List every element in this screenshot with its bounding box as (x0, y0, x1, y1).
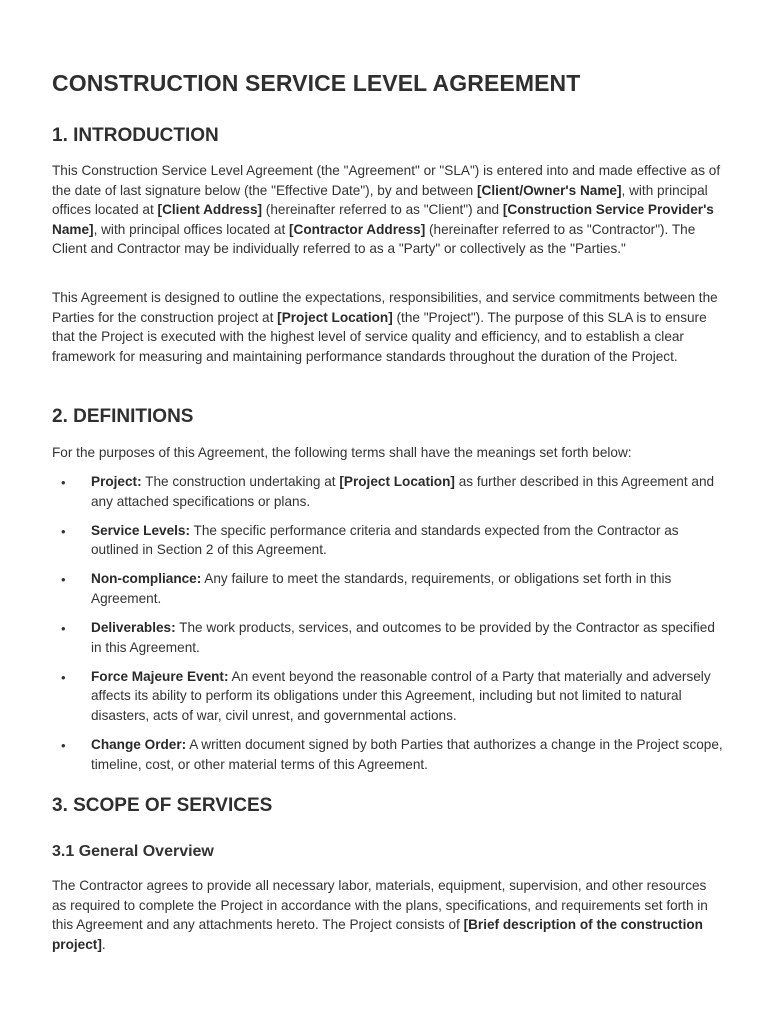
placeholder-provider-name: [Construction Service Provider's Name] (52, 202, 714, 237)
definitions-list (52, 472, 724, 784)
list-item (52, 667, 724, 726)
text-run: (the "Project"). The purpose of this SLA is to ensure that the Project is executed with the highest level of service quality and efficiency, and to establish a clear framework for measuring and maintaining performance standards throughout the duration of the Project. (52, 309, 707, 364)
text-run: (hereinafter referred to as "Client") and (262, 202, 503, 218)
bullet-icon: • (61, 523, 66, 539)
text-run: This Agreement is designed to outline the expectations, responsibilities, and service commitments between the Parties for the construction project at (52, 290, 718, 325)
list-item (52, 569, 724, 608)
text-run: Any failure to meet the standards, requirements, or obligations set forth in this Agreement. (91, 571, 672, 606)
list-item (52, 618, 724, 657)
list-item (52, 472, 724, 511)
bullet-icon: • (61, 621, 66, 637)
introduction-paragraph-2 (52, 288, 724, 366)
subsection-heading-general-overview: 3.1 General Overview (52, 843, 214, 860)
text-run: (hereinafter referred to as "Contractor"). The Client and Contractor may be individually referred to as a "Party" or collectively as the "Parties." (52, 221, 696, 257)
placeholder-project-location: [Project Location] (339, 474, 455, 489)
section-heading-scope-of-services: 3. SCOPE OF SERVICES (52, 795, 273, 816)
introduction-paragraph-1 (52, 161, 724, 259)
definition-term: Non-compliance: (91, 571, 202, 587)
list-item (52, 521, 724, 560)
text-run: A written document signed by both Parties that authorizes a change in the Project scope, timeline, cost, or other material terms of this Agreement. (91, 737, 723, 772)
text-run: An event beyond the reasonable control of a Party that materially and adversely affects its ability to perform its obligations under this Agreement, including but not limited to natural disasters, acts of war, civil unrest, and governmental actions. (91, 668, 711, 723)
definition-term: Project: (91, 474, 142, 489)
document-title: CONSTRUCTION SERVICE LEVEL AGREEMENT (52, 70, 581, 96)
section-heading-introduction: 1. INTRODUCTION (52, 125, 219, 146)
section-heading-definitions: 2. DEFINITIONS (52, 406, 194, 427)
text-run: , with principal offices located at (52, 182, 708, 218)
text-run: , with principal offices located at (93, 221, 290, 237)
bullet-icon: • (61, 572, 66, 588)
list-item (52, 735, 724, 774)
text-run: This Construction Service Level Agreement (the "Agreement" or "SLA") is entered into and made effective as of the date of last signature below (the "Effective Date"), by and between (52, 163, 721, 198)
text-run: The specific performance criteria and standards expected from the Contractor as outlined in Section 2 of this Agreement. (91, 522, 679, 558)
text-run: The Contractor agrees to provide all necessary labor, materials, equipment, supervision, and other resources as required to complete the Project in accordance with the plans, specifications, and requirements set forth in this Agreement and any attachments hereto. The Project consists of (52, 878, 708, 933)
placeholder-project-description: [Brief description of the construction project] (52, 917, 703, 952)
placeholder-client-address: [Client Address] (157, 202, 263, 218)
bullet-icon: • (61, 475, 66, 490)
text-run: as further described in this Agreement and any attached specifications or plans. (91, 474, 715, 509)
text-run: The construction undertaking at (141, 474, 340, 489)
placeholder-client-name: [Client/Owner's Name] (477, 182, 622, 198)
placeholder-project-location: [Project Location] (277, 309, 393, 325)
text-run: The work products, services, and outcomes to be provided by the Contractor as specified in this Agreement. (91, 620, 715, 655)
bullet-icon: • (61, 669, 66, 685)
definition-term: Change Order: (91, 737, 187, 753)
placeholder-contractor-address: [Contractor Address] (289, 221, 426, 237)
definition-term: Service Levels: (91, 522, 190, 538)
definition-term: Force Majeure Event: (91, 668, 229, 684)
definitions-intro: For the purposes of this Agreement, the following terms shall have the meanings set forth below: (52, 445, 632, 460)
text-run: . (101, 936, 106, 952)
bullet-icon: • (61, 738, 66, 754)
scope-paragraph-1 (52, 876, 724, 954)
definition-term: Deliverables: (91, 620, 176, 636)
